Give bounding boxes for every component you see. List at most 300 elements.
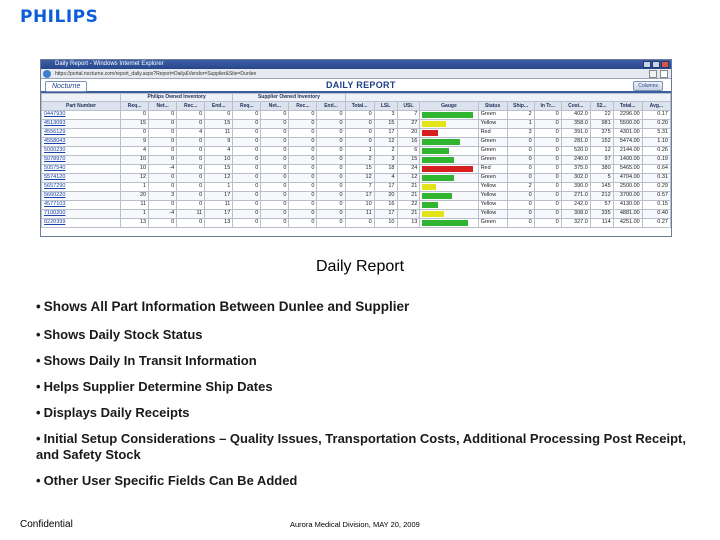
table-row bbox=[42, 191, 671, 200]
table-cell: 212 bbox=[590, 191, 613, 200]
table-cell: 0.26 bbox=[642, 146, 670, 155]
table-cell: 20 bbox=[374, 191, 397, 200]
table-cell: 11 bbox=[205, 200, 233, 209]
gauge-cell bbox=[420, 182, 478, 191]
table-cell: 0 bbox=[289, 110, 317, 119]
table-cell: 4881.00 bbox=[613, 209, 642, 218]
philips-owned-header: Philips Owned Inventory bbox=[121, 94, 233, 102]
table-cell: 0 bbox=[233, 191, 261, 200]
table-cell: 0 bbox=[317, 164, 345, 173]
table-cell: 308.0 bbox=[561, 209, 590, 218]
table-cell: 5.31 bbox=[642, 128, 670, 137]
column-header[interactable]: Status bbox=[478, 102, 507, 110]
table-cell: 0 bbox=[534, 119, 561, 128]
table-cell: 0 bbox=[534, 110, 561, 119]
table-cell: 24 bbox=[397, 164, 420, 173]
gauge-cell bbox=[420, 173, 478, 182]
table-cell: 20 bbox=[121, 191, 149, 200]
table-cell: 4251.00 bbox=[613, 218, 642, 227]
table-cell: 4301.00 bbox=[613, 128, 642, 137]
footer-division-date: Aurora Medical Division, MAY 20, 2009 bbox=[290, 520, 420, 529]
table-cell: 17 bbox=[374, 182, 397, 191]
column-header[interactable]: Part Number bbox=[42, 102, 121, 110]
table-cell: 12 bbox=[121, 173, 149, 182]
table-cell: 0 bbox=[345, 128, 374, 137]
table-cell: 22 bbox=[397, 200, 420, 209]
app-header bbox=[41, 79, 671, 93]
column-header[interactable]: Total... bbox=[613, 102, 642, 110]
table-cell: -4 bbox=[149, 164, 177, 173]
group-header-row bbox=[42, 94, 671, 102]
table-cell: 0 bbox=[289, 164, 317, 173]
table-cell: 0 bbox=[261, 128, 289, 137]
table-cell: 2 bbox=[374, 146, 397, 155]
table-cell: 0 bbox=[534, 146, 561, 155]
table-cell: 0 bbox=[345, 218, 374, 227]
table-cell: 1.10 bbox=[642, 137, 670, 146]
status-cell: Green bbox=[478, 110, 507, 119]
table-cell: 0.64 bbox=[642, 164, 670, 173]
table-row bbox=[42, 128, 671, 137]
table-cell: 380 bbox=[590, 164, 613, 173]
status-cell: Yellow bbox=[478, 119, 507, 128]
table-cell: 5500.00 bbox=[613, 119, 642, 128]
part-number-link[interactable]: 0447930 bbox=[42, 110, 121, 119]
status-cell: Green bbox=[478, 173, 507, 182]
table-cell: 0 bbox=[317, 200, 345, 209]
column-header[interactable]: Total... bbox=[345, 102, 374, 110]
table-cell: 0.31 bbox=[642, 173, 670, 182]
table-cell: 0 bbox=[233, 218, 261, 227]
column-header[interactable]: Req... bbox=[233, 102, 261, 110]
part-number-link[interactable]: 7100200 bbox=[42, 209, 121, 218]
table-cell: 0 bbox=[149, 200, 177, 209]
table-cell: 2 bbox=[345, 155, 374, 164]
part-number-link[interactable]: 4513093 bbox=[42, 119, 121, 128]
table-row bbox=[42, 164, 671, 173]
table-cell: 0 bbox=[317, 182, 345, 191]
table-cell: 0 bbox=[233, 110, 261, 119]
table-cell: 15 bbox=[205, 164, 233, 173]
table-cell: 10 bbox=[121, 164, 149, 173]
column-header[interactable]: LSL bbox=[374, 102, 397, 110]
report-table-body bbox=[42, 110, 671, 227]
table-cell: 10 bbox=[205, 155, 233, 164]
table-row bbox=[42, 200, 671, 209]
table-cell: 15 bbox=[374, 119, 397, 128]
table-cell: 17 bbox=[205, 191, 233, 200]
table-cell: 0 bbox=[261, 146, 289, 155]
table-cell: 0 bbox=[317, 110, 345, 119]
table-cell: 0 bbox=[534, 173, 561, 182]
table-cell: 17 bbox=[205, 209, 233, 218]
table-cell: 0 bbox=[233, 209, 261, 218]
table-cell: 17 bbox=[374, 209, 397, 218]
table-cell: 0 bbox=[261, 191, 289, 200]
table-cell: 16 bbox=[397, 137, 420, 146]
table-cell: 21 bbox=[397, 191, 420, 200]
table-cell: 327.0 bbox=[561, 218, 590, 227]
status-cell: Yellow bbox=[478, 200, 507, 209]
table-cell: 0 bbox=[507, 146, 534, 155]
gauge-cell bbox=[420, 110, 478, 119]
table-cell: 0.15 bbox=[642, 200, 670, 209]
table-cell: 0 bbox=[534, 155, 561, 164]
table-cell: 20 bbox=[397, 128, 420, 137]
table-cell: 13 bbox=[205, 218, 233, 227]
table-cell: 11 bbox=[121, 200, 149, 209]
table-cell: 1 bbox=[507, 119, 534, 128]
table-cell: 1400.00 bbox=[613, 155, 642, 164]
table-cell: 145 bbox=[590, 182, 613, 191]
table-cell: 4 bbox=[177, 128, 205, 137]
table-cell: 0 bbox=[507, 200, 534, 209]
table-cell: 0 bbox=[534, 137, 561, 146]
philips-logo: PHILIPS bbox=[20, 7, 99, 27]
table-cell: 0 bbox=[289, 200, 317, 209]
gauge-cell bbox=[420, 200, 478, 209]
table-cell: 9 bbox=[205, 137, 233, 146]
table-cell: 3700.00 bbox=[613, 191, 642, 200]
table-cell: 390.0 bbox=[561, 182, 590, 191]
table-cell: 0 bbox=[121, 128, 149, 137]
table-cell: 0 bbox=[261, 173, 289, 182]
gauge-bar bbox=[422, 211, 443, 217]
slide-caption: Daily Report bbox=[315, 258, 405, 275]
gauge-bar bbox=[422, 157, 454, 163]
column-header[interactable]: Rec... bbox=[289, 102, 317, 110]
table-cell: 2296.00 bbox=[613, 110, 642, 119]
table-row bbox=[42, 110, 671, 119]
table-cell: 13 bbox=[121, 218, 149, 227]
gauge-cell bbox=[420, 209, 478, 218]
gauge-cell bbox=[420, 218, 478, 227]
table-cell: 0 bbox=[317, 146, 345, 155]
gauge-bar bbox=[422, 148, 449, 154]
table-cell: 0 bbox=[317, 128, 345, 137]
table-cell: 0 bbox=[261, 200, 289, 209]
table-cell: 6 bbox=[397, 146, 420, 155]
table-cell: 1 bbox=[121, 209, 149, 218]
column-header[interactable]: Avg... bbox=[642, 102, 670, 110]
table-cell: 0 bbox=[233, 200, 261, 209]
table-cell: 0 bbox=[233, 155, 261, 164]
part-number-link[interactable]: 4577103 bbox=[42, 200, 121, 209]
table-cell: 0 bbox=[233, 128, 261, 137]
table-cell: 11 bbox=[205, 128, 233, 137]
part-number-link[interactable]: 5057540 bbox=[42, 164, 121, 173]
table-cell: 335 bbox=[590, 209, 613, 218]
table-cell: 0 bbox=[121, 110, 149, 119]
gauge-bar bbox=[422, 139, 459, 145]
table-cell: 358.0 bbox=[561, 119, 590, 128]
gauge-cell bbox=[420, 164, 478, 173]
bullet-item: • Helps Supplier Determine Ship Dates bbox=[36, 379, 273, 394]
table-cell: 0 bbox=[345, 137, 374, 146]
table-cell: 0 bbox=[261, 155, 289, 164]
part-number-link[interactable]: 5078970 bbox=[42, 155, 121, 164]
table-cell: 0 bbox=[149, 182, 177, 191]
status-cell: Red bbox=[478, 128, 507, 137]
part-number-link[interactable]: 5660220 bbox=[42, 191, 121, 200]
table-cell: 21 bbox=[397, 209, 420, 218]
table-cell: 0 bbox=[534, 182, 561, 191]
table-cell: 0 bbox=[289, 173, 317, 182]
table-cell: 5 bbox=[590, 173, 613, 182]
table-cell: 0 bbox=[261, 218, 289, 227]
gauge-bar bbox=[422, 193, 451, 199]
table-cell: 0 bbox=[261, 209, 289, 218]
table-cell: 16 bbox=[374, 200, 397, 209]
report-title: DAILY REPORT bbox=[326, 80, 396, 90]
report-table bbox=[41, 93, 671, 228]
table-cell: 0 bbox=[261, 182, 289, 191]
table-cell: 0 bbox=[149, 137, 177, 146]
table-cell: 0.19 bbox=[642, 155, 670, 164]
table-cell: 0 bbox=[317, 218, 345, 227]
table-cell: 11 bbox=[177, 209, 205, 218]
bullet-item: • Shows Daily Stock Status bbox=[36, 327, 203, 342]
gauge-bar bbox=[422, 112, 473, 118]
bullet-item: • Shows All Part Information Between Dunlee and Supplier bbox=[36, 299, 410, 314]
table-cell: 0 bbox=[149, 119, 177, 128]
gauge-bar bbox=[422, 175, 454, 181]
gauge-cell bbox=[420, 128, 478, 137]
table-cell: 0 bbox=[507, 173, 534, 182]
table-cell: 242.0 bbox=[561, 200, 590, 209]
table-cell: 18 bbox=[374, 164, 397, 173]
table-cell: 3 bbox=[507, 128, 534, 137]
part-number-link[interactable]: 4558043 bbox=[42, 137, 121, 146]
table-cell: 0 bbox=[149, 218, 177, 227]
column-header[interactable]: End... bbox=[317, 102, 345, 110]
daily-report-screenshot bbox=[40, 59, 672, 237]
table-cell: 57 bbox=[590, 200, 613, 209]
table-cell: 0 bbox=[534, 209, 561, 218]
table-cell: 1 bbox=[345, 146, 374, 155]
table-cell: 0 bbox=[289, 191, 317, 200]
column-header[interactable]: End... bbox=[205, 102, 233, 110]
table-cell: 5465.00 bbox=[613, 164, 642, 173]
table-cell: 0.40 bbox=[642, 209, 670, 218]
table-cell: 97 bbox=[590, 155, 613, 164]
column-header[interactable]: Gauge bbox=[420, 102, 478, 110]
bullet-list bbox=[36, 299, 700, 499]
address-bar[interactable] bbox=[41, 69, 671, 79]
table-cell: 0 bbox=[317, 209, 345, 218]
gauge-bar bbox=[422, 121, 446, 127]
table-cell: 0 bbox=[177, 146, 205, 155]
column-header[interactable]: Rec... bbox=[177, 102, 205, 110]
column-header-row bbox=[42, 102, 671, 110]
bullet-item: • Other User Specific Fields Can Be Added bbox=[36, 473, 298, 488]
table-cell: 375.0 bbox=[561, 164, 590, 173]
table-cell: 0 bbox=[289, 119, 317, 128]
bullet-item: • Displays Daily Receipts bbox=[36, 405, 190, 420]
column-header[interactable]: Ship... bbox=[507, 102, 534, 110]
status-cell: Yellow bbox=[478, 182, 507, 191]
table-cell: 271.0 bbox=[561, 191, 590, 200]
nocturne-logo: Nocturne bbox=[45, 81, 87, 92]
table-cell: 0.20 bbox=[642, 119, 670, 128]
table-cell: 2 bbox=[507, 110, 534, 119]
table-cell: 12 bbox=[345, 173, 374, 182]
table-cell: 21 bbox=[397, 182, 420, 191]
table-cell: 0 bbox=[177, 191, 205, 200]
table-cell: 0 bbox=[233, 182, 261, 191]
columns-button[interactable]: Columns bbox=[633, 81, 663, 91]
table-cell: 2500.00 bbox=[613, 182, 642, 191]
table-cell: 0 bbox=[233, 164, 261, 173]
table-cell: 0 bbox=[177, 182, 205, 191]
table-cell: 0 bbox=[507, 218, 534, 227]
minimize-icon[interactable] bbox=[643, 61, 651, 68]
table-cell: 5474.00 bbox=[613, 137, 642, 146]
close-icon[interactable] bbox=[661, 61, 669, 68]
status-cell: Green bbox=[478, 146, 507, 155]
table-cell: 27 bbox=[397, 119, 420, 128]
table-cell: 15 bbox=[205, 119, 233, 128]
table-cell: 240.0 bbox=[561, 155, 590, 164]
status-cell: Yellow bbox=[478, 191, 507, 200]
part-number-link[interactable]: 5000230 bbox=[42, 146, 121, 155]
table-cell: 2 bbox=[507, 182, 534, 191]
browser-title-bar bbox=[41, 60, 671, 69]
table-cell: 12 bbox=[374, 137, 397, 146]
status-cell: Green bbox=[478, 137, 507, 146]
table-cell: 0 bbox=[149, 155, 177, 164]
gauge-cell bbox=[420, 119, 478, 128]
part-number-link[interactable]: 5657290 bbox=[42, 182, 121, 191]
table-cell: 0 bbox=[289, 209, 317, 218]
table-cell: 22 bbox=[590, 110, 613, 119]
address-text[interactable]: https://portal.nocturne.com/report_daily.aspx?Report=Daily&Vendor=Supplier&Site=Dunlee bbox=[55, 71, 257, 77]
table-cell: 0 bbox=[534, 191, 561, 200]
table-cell: 12 bbox=[590, 146, 613, 155]
gauge-bar bbox=[422, 220, 467, 226]
table-cell: 0 bbox=[261, 110, 289, 119]
table-cell: 0 bbox=[507, 209, 534, 218]
table-cell: 0 bbox=[149, 110, 177, 119]
refresh-icon[interactable] bbox=[649, 70, 657, 78]
table-cell: 4 bbox=[374, 173, 397, 182]
table-cell: 12 bbox=[397, 173, 420, 182]
table-cell: 12 bbox=[205, 173, 233, 182]
part-number-link[interactable]: 4556129 bbox=[42, 128, 121, 137]
table-row bbox=[42, 209, 671, 218]
table-cell: 0 bbox=[233, 137, 261, 146]
table-cell: 4704.00 bbox=[613, 173, 642, 182]
table-cell: 0 bbox=[233, 173, 261, 182]
table-cell: 0 bbox=[177, 137, 205, 146]
table-cell: 3 bbox=[374, 155, 397, 164]
table-cell: 0 bbox=[534, 164, 561, 173]
table-cell: 0.27 bbox=[642, 218, 670, 227]
table-cell: 0 bbox=[177, 200, 205, 209]
table-row bbox=[42, 137, 671, 146]
table-cell: 402.0 bbox=[561, 110, 590, 119]
table-cell: 0 bbox=[345, 119, 374, 128]
gauge-bar bbox=[422, 184, 435, 190]
table-row bbox=[42, 182, 671, 191]
gauge-cell bbox=[420, 191, 478, 200]
window-title: Daily Report - Windows Internet Explorer bbox=[55, 61, 164, 67]
table-cell: 0 bbox=[289, 137, 317, 146]
column-header[interactable]: In Tr... bbox=[534, 102, 561, 110]
table-cell: 0 bbox=[205, 110, 233, 119]
table-cell: 15 bbox=[121, 119, 149, 128]
table-cell: 0 bbox=[177, 119, 205, 128]
table-cell: 0 bbox=[317, 173, 345, 182]
column-header[interactable]: 52... bbox=[590, 102, 613, 110]
bullet-item: • Initial Setup Considerations – Quality Issues, Transportation Costs, Additional Processing Post Receipt, and Safety Stock bbox=[36, 431, 686, 462]
table-cell: 0.57 bbox=[642, 191, 670, 200]
table-cell: 0 bbox=[289, 218, 317, 227]
table-cell: 0 bbox=[289, 128, 317, 137]
supplier-owned-header: Supplier Owned Inventory bbox=[233, 94, 345, 102]
table-cell: 114 bbox=[590, 218, 613, 227]
table-cell: 0 bbox=[507, 155, 534, 164]
column-header[interactable]: Net... bbox=[261, 102, 289, 110]
table-cell: 0 bbox=[233, 119, 261, 128]
table-cell: 17 bbox=[374, 128, 397, 137]
part-number-link[interactable]: 5574120 bbox=[42, 173, 121, 182]
table-cell: 0 bbox=[261, 119, 289, 128]
table-cell: 981 bbox=[590, 119, 613, 128]
table-cell: 0 bbox=[233, 146, 261, 155]
table-cell: 17 bbox=[345, 191, 374, 200]
table-cell: 0 bbox=[534, 200, 561, 209]
gauge-bar bbox=[422, 202, 438, 208]
table-cell: 0.29 bbox=[642, 182, 670, 191]
window-controls bbox=[643, 61, 669, 68]
table-cell: 0 bbox=[534, 218, 561, 227]
back-icon[interactable] bbox=[43, 70, 51, 78]
column-header[interactable]: Net... bbox=[149, 102, 177, 110]
search-icon[interactable] bbox=[660, 70, 668, 78]
maximize-icon[interactable] bbox=[652, 61, 660, 68]
table-cell: 0 bbox=[149, 173, 177, 182]
table-cell: 0 bbox=[289, 155, 317, 164]
table-cell: 375 bbox=[590, 128, 613, 137]
column-header[interactable]: Req... bbox=[121, 102, 149, 110]
part-number-link[interactable]: 8220399 bbox=[42, 218, 121, 227]
table-cell: -4 bbox=[149, 209, 177, 218]
table-cell: 10 bbox=[374, 218, 397, 227]
table-cell: 7 bbox=[345, 182, 374, 191]
table-row bbox=[42, 146, 671, 155]
table-row bbox=[42, 173, 671, 182]
status-cell: Green bbox=[478, 218, 507, 227]
table-cell: 0 bbox=[534, 128, 561, 137]
table-cell: 0 bbox=[177, 173, 205, 182]
table-cell: 0 bbox=[177, 218, 205, 227]
bullet-item: • Shows Daily In Transit Information bbox=[36, 353, 257, 368]
table-cell: 0 bbox=[149, 128, 177, 137]
table-row bbox=[42, 218, 671, 227]
table-cell: 152 bbox=[590, 137, 613, 146]
column-header[interactable]: Cost... bbox=[561, 102, 590, 110]
table-cell: 0 bbox=[177, 164, 205, 173]
table-cell: 10 bbox=[345, 200, 374, 209]
table-cell: 10 bbox=[121, 155, 149, 164]
table-cell: 281.0 bbox=[561, 137, 590, 146]
column-header[interactable]: USL bbox=[397, 102, 420, 110]
table-cell: 2144.00 bbox=[613, 146, 642, 155]
table-cell: 15 bbox=[397, 155, 420, 164]
gauge-bar bbox=[422, 166, 473, 172]
gauge-cell bbox=[420, 146, 478, 155]
